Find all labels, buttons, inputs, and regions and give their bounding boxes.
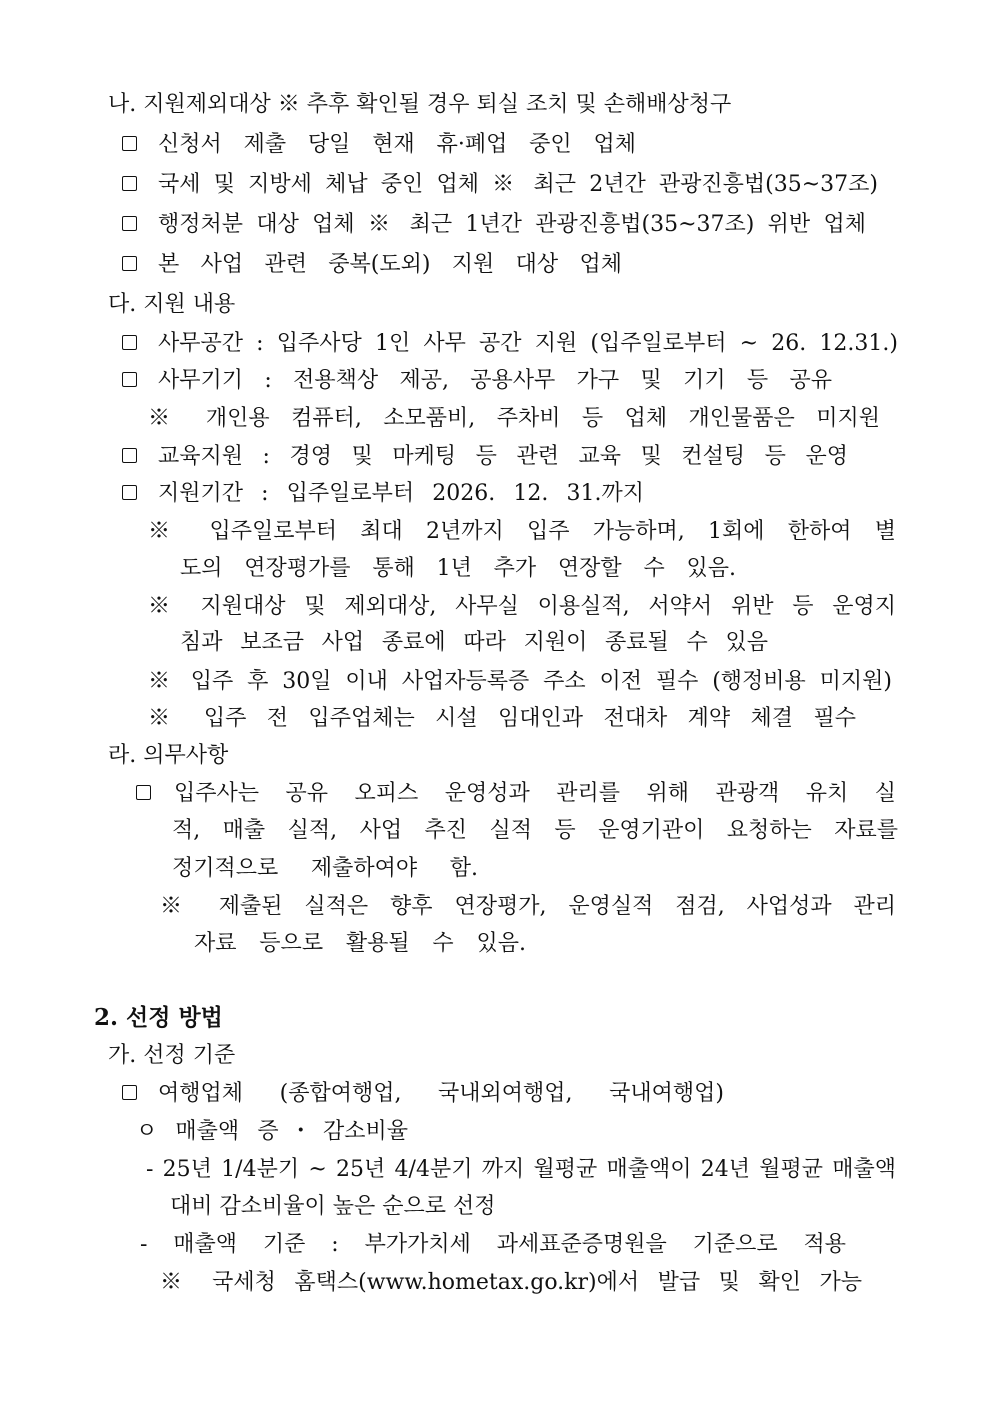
- note-line-continued: [0, 550, 992, 588]
- section2-heading-line: [0, 999, 992, 1037]
- dash-item-text: - 25년 1/4분기 ~ 25년 4/4분기 까지 월평균 매출액이 24년 월평균 매출액: [146, 1157, 896, 1182]
- section2-sub-title: 가. 선정 기준: [108, 1043, 236, 1068]
- list-item: [0, 206, 992, 244]
- note-text: 자료 등으로 활용될 수 있음.: [194, 931, 526, 956]
- note-text: 도의 연장평가를 통해 1년 추가 연장할 수 있음.: [180, 556, 736, 581]
- list-item-text: 사무공간 : 입주사당 1인 사무 공간 지원 (입주일로부터 ~ 26. 12.31.): [158, 331, 898, 356]
- list-item: [0, 126, 992, 164]
- checkbox-square-icon: [122, 1085, 137, 1100]
- checkbox-square-icon: [122, 335, 137, 350]
- list-item: [0, 775, 992, 813]
- note-line: [0, 700, 992, 738]
- dash-item-line: [0, 1226, 992, 1264]
- note-text: ※ 입주일로부터 최대 2년까지 입주 가능하며, 1회에 한하여 별: [148, 519, 896, 544]
- note-text: ※ 제출된 실적은 향후 연장평가, 운영실적 점검, 사업성과 관리: [160, 894, 896, 919]
- note-text: ※ 국세청 홈택스(www.hometax.go.kr)에서 발급 및 확인 가능: [160, 1270, 862, 1295]
- checkbox-square-icon: [122, 372, 137, 387]
- section2-heading: 2. 선정 방법: [94, 1004, 223, 1031]
- checkbox-square-icon: [122, 136, 137, 151]
- note-line: [0, 588, 992, 626]
- list-item-text: 교육지원 : 경영 및 마케팅 등 관련 교육 및 컨설팅 등 운영: [158, 444, 848, 469]
- list-item-text: 여행업체 (종합여행업, 국내외여행업, 국내여행업): [158, 1081, 724, 1106]
- list-item: [0, 246, 992, 284]
- note-text: ※ 개인용 컴퓨터, 소모품비, 주차비 등 업체 개인물품은 미지원: [148, 406, 880, 431]
- note-text: ※ 입주 후 30일 이내 사업자등록증 주소 이전 필수 (행정비용 미지원): [148, 669, 892, 694]
- note-line-continued: [0, 925, 992, 963]
- note-line-continued: [0, 624, 992, 662]
- list-item: [0, 166, 992, 204]
- list-item-continued: [0, 812, 992, 850]
- list-item-text: 입주사는 공유 오피스 운영성과 관리를 위해 관광객 유치 실: [174, 781, 896, 806]
- section-na-title: 나. 지원제외대상 ※ 추후 확인될 경우 퇴실 조치 및 손해배상청구: [108, 92, 732, 117]
- checkbox-square-icon: [122, 216, 137, 231]
- checkbox-square-icon: [122, 485, 137, 500]
- list-item: [0, 325, 992, 363]
- checkbox-square-icon: [136, 785, 151, 800]
- section-ra-title: 라. 의무사항: [108, 743, 229, 768]
- circle-item-text: ㅇ 매출액 증・감소비율: [136, 1119, 408, 1144]
- note-line: [0, 1264, 992, 1302]
- list-item-text: 지원기간 : 입주일로부터 2026. 12. 31.까지: [158, 481, 644, 506]
- list-item-text: 정기적으로 제출하여야 함.: [172, 856, 478, 881]
- dash-item-text: - 매출액 기준 : 부가가치세 과세표준증명원을 기준으로 적용: [140, 1232, 846, 1257]
- section-da-title: 다. 지원 내용: [108, 292, 236, 317]
- list-item-text: 행정처분 대상 업체 ※ 최근 1년간 관광진흥법(35~37조) 위반 업체: [158, 212, 866, 237]
- note-text: 침과 보조금 사업 종료에 따라 지원이 종료될 수 있음: [180, 630, 768, 655]
- list-item-text: 국세 및 지방세 체납 중인 업체 ※ 최근 2년간 관광진흥법(35~37조): [158, 172, 878, 197]
- list-item-text: 사무기기 : 전용책상 제공, 공용사무 가구 및 기기 등 공유: [158, 368, 832, 393]
- section2-sub-title-line: [0, 1037, 992, 1075]
- list-item-text: 본 사업 관련 중복(도외) 지원 대상 업체: [158, 252, 622, 277]
- section-na-title-line: [0, 86, 992, 124]
- dash-item-line: [0, 1151, 992, 1189]
- section-ra-title-line: [0, 737, 992, 775]
- list-item: [0, 362, 992, 400]
- list-item: [0, 1075, 992, 1113]
- section-da-title-line: [0, 286, 992, 324]
- circle-item-line: [0, 1113, 992, 1151]
- note-line: [0, 513, 992, 551]
- note-text: ※ 지원대상 및 제외대상, 사무실 이용실적, 서약서 위반 등 운영지: [148, 594, 896, 619]
- checkbox-square-icon: [122, 448, 137, 463]
- note-text: ※ 입주 전 입주업체는 시설 임대인과 전대차 계약 체결 필수: [148, 706, 856, 731]
- checkbox-square-icon: [122, 256, 137, 271]
- note-line: [0, 400, 992, 438]
- dash-item-text: 대비 감소비율이 높은 순으로 선정: [170, 1194, 496, 1219]
- note-line: [0, 888, 992, 926]
- list-item-text: 적, 매출 실적, 사업 추진 실적 등 운영기관이 요청하는 자료를: [172, 818, 898, 843]
- list-item: [0, 438, 992, 476]
- note-line: [0, 663, 992, 701]
- list-item: [0, 475, 992, 513]
- checkbox-square-icon: [122, 176, 137, 191]
- list-item-text: 신청서 제출 당일 현재 휴·폐업 중인 업체: [158, 132, 636, 157]
- dash-item-continued: [0, 1188, 992, 1226]
- list-item-continued: [0, 850, 992, 888]
